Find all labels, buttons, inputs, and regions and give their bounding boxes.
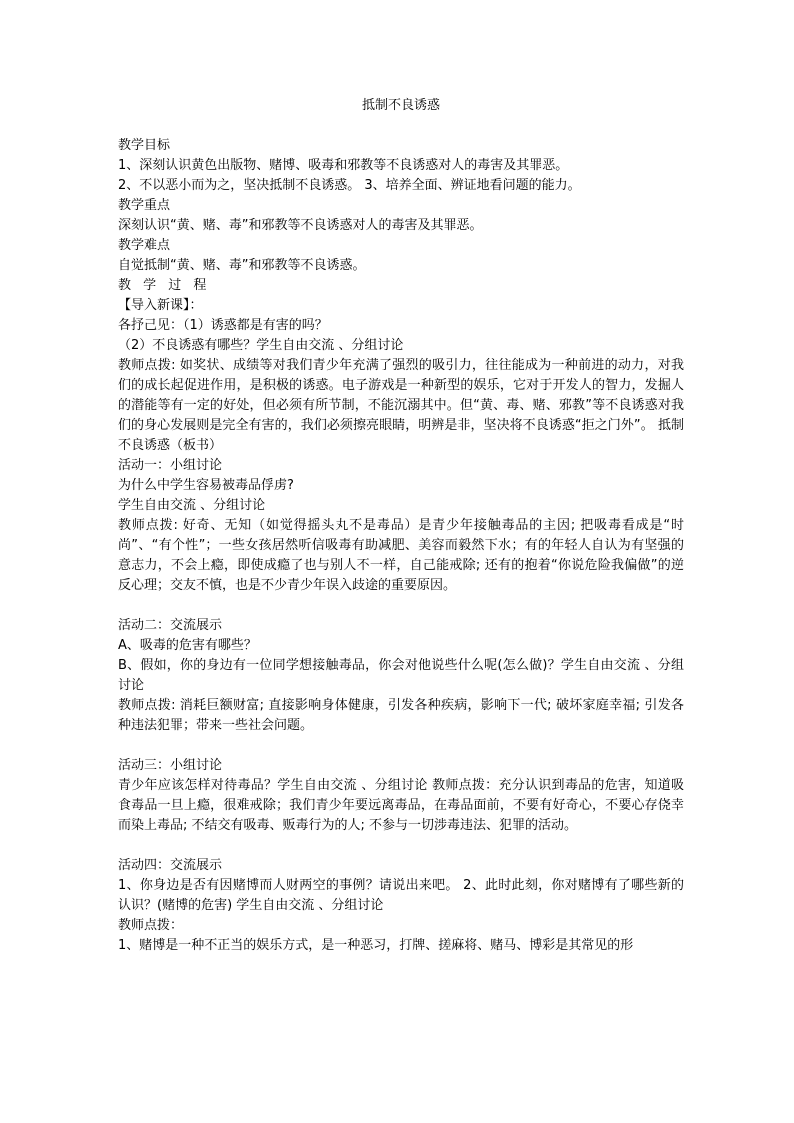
activity-2-teacher-note: 教师点拨: 消耗巨额财富; 直接影响身体健康，引发各种疾病，影响下一代; 破坏家庭幸福; 引发各种违法犯罪；带来一些社会问题。 — [118, 698, 684, 733]
intro-heading: 【导入新课】： — [118, 298, 203, 313]
activity-3-heading: 活动三：小组讨论 — [118, 758, 223, 773]
document-page — [118, 96, 684, 956]
spacer — [118, 836, 684, 856]
objectives-heading: 教学目标 — [118, 138, 171, 153]
activity-2-question-b: B、假如，你的身边有一位同学想接触毒品，你会对他说些什么呢(怎么做)？学生自由交流 、分组讨论 — [118, 658, 684, 693]
activity-1-teacher-note: 教师点拨: 好奇、无知（如觉得摇头丸不是毒品）是青少年接触毒品的主因; 把吸毒看成是“时尚”、“有个性”；一些女孩居然听信吸毒有助减肥、美容而毅然下水；有的年轻人自认为有坚强的意志力，不会上瘾，即使成瘾了也与别人不一样，自己能戒除; 还有的抱着“你说危险我偏做”的逆反心理；交友不慎，也是不少青少年误入歧途的重要原因。 — [118, 518, 684, 593]
difficulty-heading: 教学难点 — [118, 238, 171, 253]
activity-1-heading: 活动一：小组讨论 — [118, 458, 223, 473]
activity-3-text: 青少年应该怎样对待毒品？学生自由交流 、分组讨论 教师点拨：充分认识到毒品的危害，知道吸食毒品一旦上瘾，很难戒除；我们青少年要远离毒品，在毒品面前，不要有好奇心，不要心存侥幸而染上毒品; 不结交有吸毒、贩毒行为的人; 不参与一切涉毒违法、犯罪的活动。 — [118, 778, 684, 833]
activity-1-question: 为什么中学生容易被毒品俘虏? — [118, 478, 294, 493]
objective-2: 2、不以恶小而为之，坚决抵制不良诱惑。 3、培养全面、辨证地看问题的能力。 — [118, 178, 581, 193]
intro-question-1: 各抒己见：（1）诱惑都是有害的吗？ — [118, 318, 328, 333]
difficulty-text: 自觉抵制“黄、赌、毒”和邪教等不良诱惑。 — [118, 258, 366, 273]
key-text: 深刻认识“黄、赌、毒”和邪教等不良诱惑对人的毒害及其罪恶。 — [118, 218, 483, 233]
objective-1: 1、深刻认识黄色出版物、赌博、吸毒和邪教等不良诱惑对人的毒害及其罪恶。 — [118, 158, 569, 173]
key-heading: 教学重点 — [118, 198, 171, 213]
activity-4-text: 1、你身边是否有因赌博而人财两空的事例？请说出来吧。 2、此时此刻，你对赌博有了哪些新的认识？(赌博的危害) 学生自由交流 、分组讨论 — [118, 878, 684, 913]
intro-teacher-note: 教师点拨: 如奖状、成绩等对我们青少年充满了强烈的吸引力，往往能成为一种前进的动力，对我们的成长起促进作用，是积极的诱惑。电子游戏是一种新型的娱乐，它对于开发人的智力，发掘人的潜能等有一定的好处，但必须有所节制，不能沉溺其中。但“黄、毒、赌、邪教”等不良诱惑对我们的身心发展则是完全有害的，我们必须擦亮眼睛，明辨是非，坚决将不良诱惑“拒之门外”。 抵制不良诱惑（板书） — [118, 358, 684, 453]
activity-4-heading: 活动四：交流展示 — [118, 858, 223, 873]
document-title: 抵制不良诱惑 — [361, 98, 440, 113]
activity-4-teacher-point-1: 1、赌博是一种不正当的娱乐方式，是一种恶习，打牌、搓麻将、赌马、博彩是其常见的形 — [118, 938, 634, 953]
activity-2-heading: 活动二：交流展示 — [118, 618, 223, 633]
intro-question-2: （2）不良诱惑有哪些？学生自由交流 、分组讨论 — [118, 338, 404, 353]
activity-1-discussion: 学生自由交流 、分组讨论 — [118, 498, 266, 513]
activity-4-teacher-heading: 教师点拨： — [118, 918, 184, 933]
spacer — [118, 596, 684, 616]
process-heading: 教 学 过 程 — [118, 278, 211, 293]
spacer — [118, 736, 684, 756]
activity-2-question-a: A、吸毒的危害有哪些？ — [118, 638, 257, 653]
